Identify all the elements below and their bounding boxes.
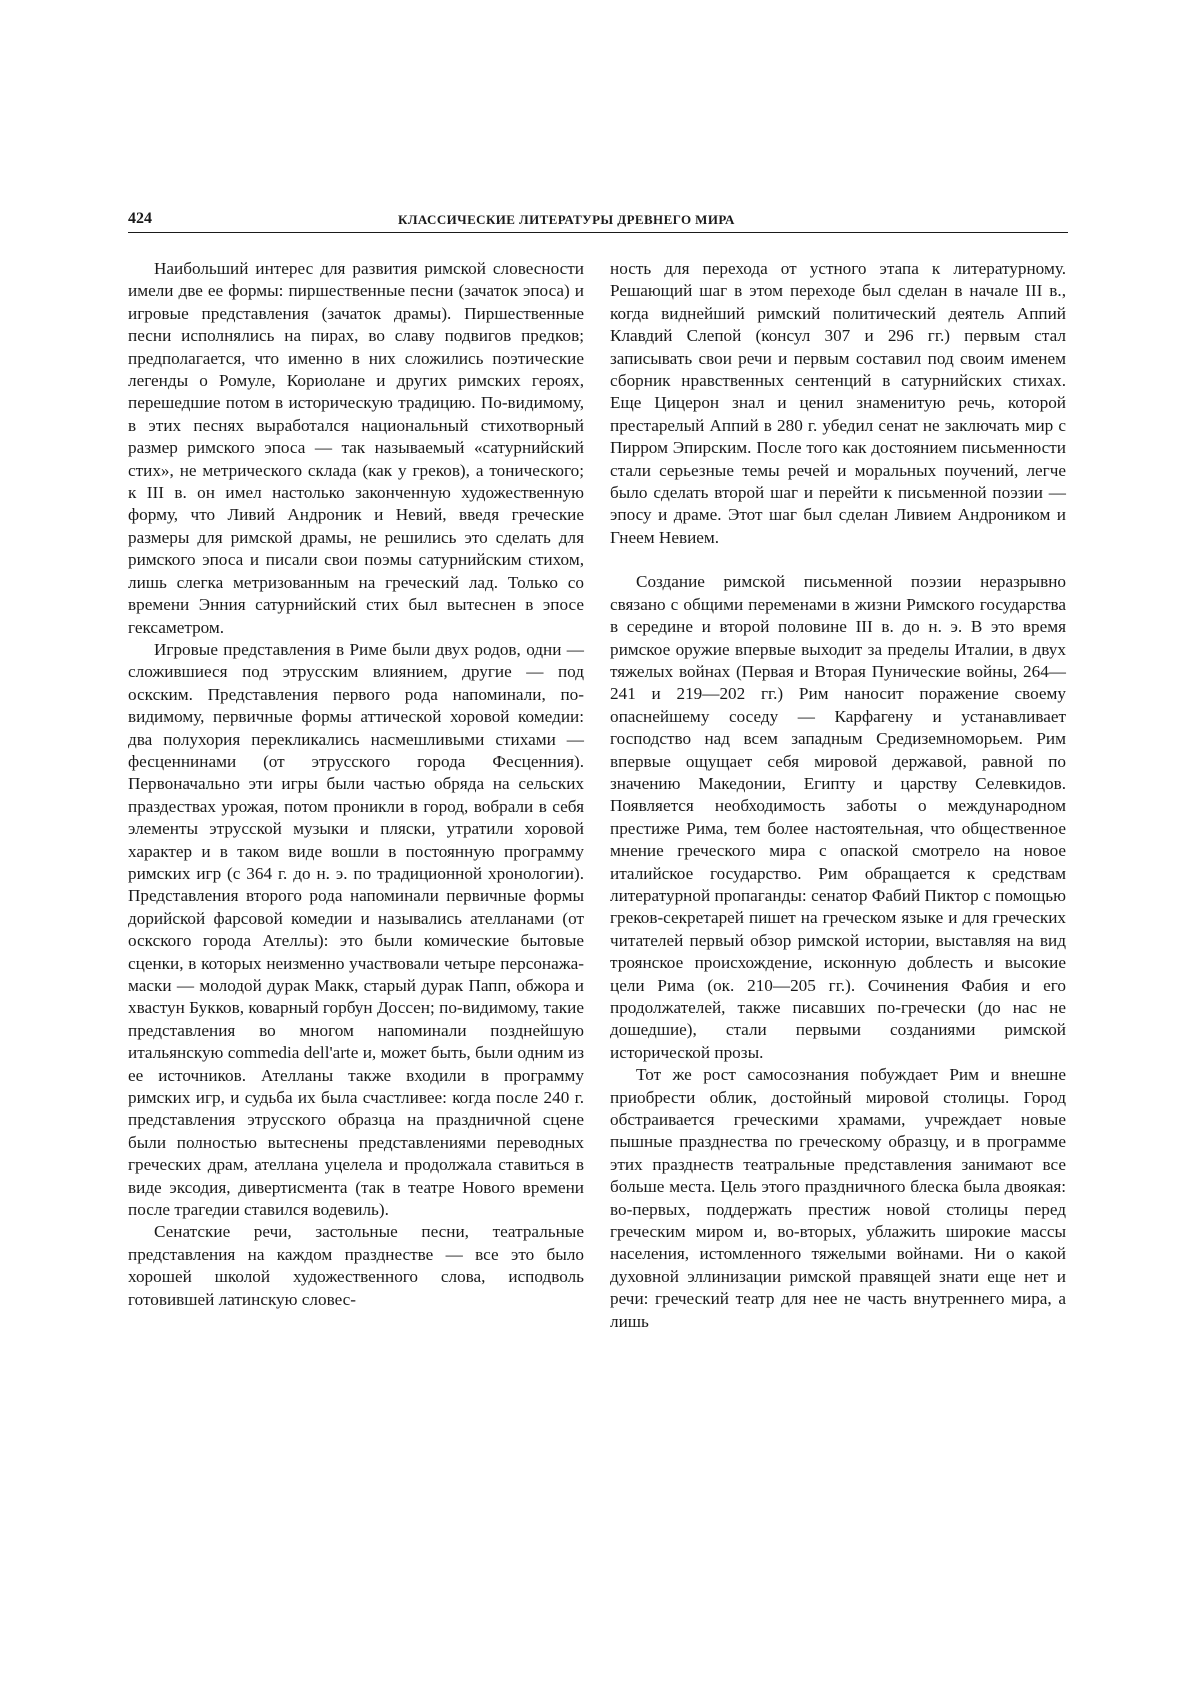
right-column (610, 258, 1066, 1333)
left-column (128, 258, 584, 1311)
page-header (128, 210, 1068, 233)
paragraph: Игровые представления в Риме были двух родов, одни — сложившиеся под этрусским влиянием, другие — под оскским. Представления первого рода напоминали, по-видимому, первичные формы аттической хоровой комедии: два полухория перекликались насмешливыми стихами — фесценнинами (от этрусского города Фесценния). Первоначально эти игры были частью обряда на сельских праздествах урожая, потом проникли в город, вобрали в себя элементы этрусской музыки и пляски, утратили хоровой характер и в таком виде вошли в постоянную программу римских игр (с 364 г. до н. э. по традиционной хронологии). Представления второго рода напоминали первичные формы дорийской фарсовой комедии и назывались ателланами (от оскского города Ателлы): это были комические бытовые сценки, в которых неизменно участвовали четыре персонажа-маски — молодой дурак Макк, старый дурак Папп, обжора и хвастун Букков, коварный горбун Доссен; по-видимому, такие представления во многом напоминали позднейшую итальянскую commedia dell'arte и, может быть, были одним из ее источников. Ателланы также входили в программу римских игр, и судьба их была счастливее: когда после 240 г. представления этрусского образца на праздничной сцене были полностью вытеснены представлениями переводных греческих драм, ателлана уцелела и продолжала ставиться в виде эксодия, дивертисмента (так в театре Нового времени после трагедии ставился водевиль). (128, 639, 584, 1220)
paragraph: Создание римской письменной поэзии неразрывно связано с общими переменами в жизни Римского государства в середине и второй половине III в. до н. э. В это время римское оружие впервые выходит за пределы Италии, в двух тяжелых войнах (Первая и Вторая Пунические войны, 264—241 и 219—202 гг.) Рим наносит поражение своему опаснейшему соседу — Карфагену и устанавливает господство над всем западным Средиземноморьем. Рим впервые ощущает себя мировой державой, равной по значению Македонии, Египту и царству Селевкидов. Появляется необходимость заботы о международном престиже Рима, тем более настоятельная, что общественное мнение греческого мира с опаской смотрело на новое италийское государство. Рим обращается к средствам литературной пропаганды: сенатор Фабий Пиктор с помощью греков-секретарей пишет на греческом языке и для греческих читателей первый обзор римской истории, выставляя на вид троянское происхождение, исконную доблесть и высокие цели Рима (ок. 210—205 гг.). Сочинения Фабия и его продолжателей, также писавших по-гречески (до нас не дошедшие), стали первыми созданиями римской исторической прозы. (610, 572, 1066, 1062)
paragraph-continuation: ность для перехода от устного этапа к литературному. Решающий шаг в этом переходе был сделан в начале III в., когда виднейший римский политический деятель Аппий Клавдий Слепой (консул 307 и 296 гг.) первым стал записывать свои речи и первым составил под своим именем сборник нравственных сентенций в сатурнийских стихах. Еще Цицерон знал и ценил знаменитую речь, которой престарелый Аппий в 280 г. убедил сенат не заключать мир с Пирром Эпирским. После того как достоянием письменности стали серьезные темы речей и моральных поучений, легче было сделать второй шаг и перейти к письменной поэзии — эпосу и драме. Этот шаг был сделан Ливием Андроником и Гнеем Невием. (610, 259, 1066, 547)
running-title: КЛАССИЧЕСКИЕ ЛИТЕРАТУРЫ ДРЕВНЕГО МИРА (398, 212, 735, 227)
paragraph: Сенатские речи, застольные песни, театральные представления на каждом празднестве — все это было хорошей школой художественного слова, исподволь готовившей латинскую словес- (128, 1222, 584, 1309)
paragraph: Наибольший интерес для развития римской словесности имели две ее формы: пиршественные песни (зачаток эпоса) и игровые представления (зачаток драмы). Пиршественные песни исполнялись на пирах, во славу подвигов предков; предполагается, что именно в них сложились поэтические легенды о Ромуле, Кориолане и других римских героях, перешедшие потом в историческую традицию. По-видимому, в этих песнях выработался национальный стихотворный размер римского эпоса — так называемый «сатурнийский стих», не метрического склада (как у греков), а тонического; к III в. он имел настолько законченную художественную форму, что Ливий Андроник и Невий, введя греческие размеры для римской драмы, не решились это сделать для римского эпоса и писали свои поэмы сатурнийским стихом, лишь слегка метризованным на греческий лад. Только со времени Энния сатурнийский стих был вытеснен в эпосе гексаметром. (128, 259, 584, 637)
page-number: 424 (128, 210, 152, 227)
paragraph: Тот же рост самосознания побуждает Рим и внешне приобрести облик, достойный мировой столицы. Город обстраивается греческими храмами, учреждает новые пышные празднества по греческому образцу, и в программе этих празднеств театральные представления занимают все больше места. Цель этого праздничного блеска была двоякая: во-первых, поддержать престиж новой столицы перед греческим миром и, во-вторых, ублажить широкие массы населения, истомленного тяжелыми войнами. Ни о какой духовной эллинизации римской правящей знати еще нет и речи: греческий театр для нее не часть внутреннего мира, а лишь (610, 1065, 1066, 1331)
